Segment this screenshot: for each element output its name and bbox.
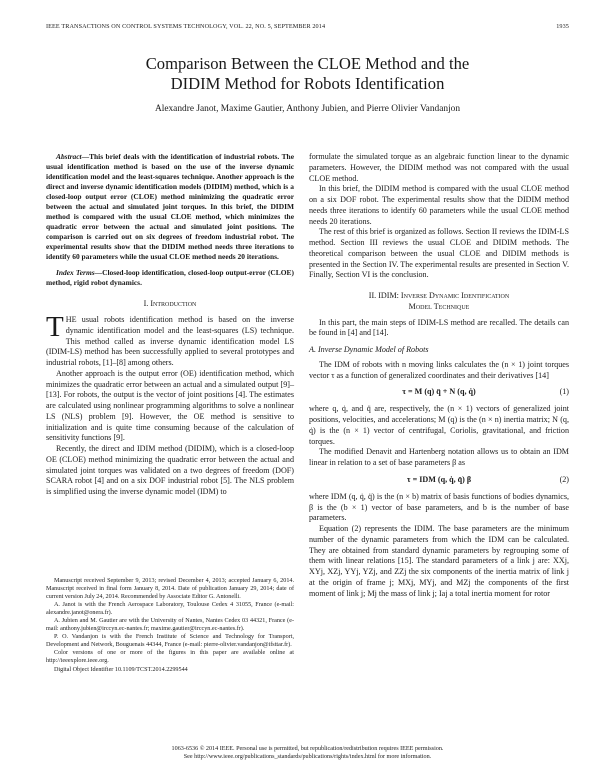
section-heading-idim <box>309 291 569 313</box>
paper-title <box>46 54 569 94</box>
right-paragraph-7: The modified Denavit and Hartenberg notation allows us to obtain an IDM linear in relation to a set of base parameters β as <box>309 447 569 467</box>
index-terms-lead: Index Terms <box>56 268 95 278</box>
section-heading-idim-line-1: II. IDIM: Inverse Dynamic Identification <box>368 291 510 300</box>
title-line-2: DIDIM Method for Robots Identification <box>170 74 445 93</box>
drop-cap: T <box>46 311 64 344</box>
footnote-janot: A. Janot is with the French Aerospace Laboratory, Toulouse Cedex 4 31055, France (e-mail: alexandre.janot@onera.fr). <box>46 602 294 617</box>
section-heading-idim-line-2: Model Technique <box>408 301 470 311</box>
section-heading-introduction: I. Introduction <box>143 299 197 309</box>
page-number: 1935 <box>556 23 569 30</box>
equation-1-body: τ = M (q) q̈ + N (q, q̇) <box>402 387 476 397</box>
footnotes <box>46 577 294 674</box>
right-paragraph-1: formulate the simulated torque as an algebraic function linear to the dynamic parameters. However, the DIDIM method was not compared with the usual CLOE method. <box>309 152 569 183</box>
right-paragraph-8: where IDM (q, q̇, q̈) is the (n × b) matrix of basis functions of bodies dynamics, β is the (b × 1) vector of base parameters, and b is the number of base parameters. <box>309 491 569 523</box>
copyright-line-2: See http://www.ieee.org/publications_standards/publications/rights/index.html for more information. <box>183 754 432 761</box>
equation-2 <box>309 475 569 486</box>
right-paragraph-2: In this brief, the DIDIM method is compared with the usual CLOE method on a six DOF robot. The experimental results show that the DIDIM method needs three iterations to identify 60 parameters while the usual CLOE method needs 20 iterations. <box>309 184 569 226</box>
equation-1-number: (1) <box>559 387 569 397</box>
intro-paragraph-3: Recently, the direct and IDIM method (DIDIM), which is a closed-loop OE (CLOE) method minimizing the quadratic error between the actual and simulated joint torques was validated on a two degrees of freedom (DOF) SCARA robot [4] and on a six DOF industrial robot [5]. The NLS problem is simplified using the inverse dynamic model (IDM) to <box>46 444 294 497</box>
footnote-color-versions: Color versions of one or more of the figures in this paper are available online at http://ieeexplore.ieee.org. <box>46 650 294 665</box>
abstract <box>46 152 294 261</box>
intro-paragraph-1-text: HE usual robots identification method is based on the inverse dynamic identification model and the least-squares (LS) technique. This method called as inverse dynamic identification model LS (IDIM-LS) method has been successfully applied to several prototypes and industrial robots, [1]–[8] among others. <box>46 315 294 368</box>
equation-1 <box>309 387 569 398</box>
copyright-notice <box>46 745 569 762</box>
left-column <box>46 152 294 498</box>
right-paragraph-9: Equation (2) represents the IDIM. The base parameters are the minimum number of the dynamic parameters from which the IDM can be calculated. They are obtained from standard dynamic parameters by regrouping some of them with linear relations [15]. The standard parameters of a link j are: XXj, XYj, XZj, YYj, YZj, and ZZj the six components of the inertia matrix of link j at the origin of frame j; MXj, MYj, and MZj the components of the first moment of link j; Mj the mass of link j; Iaj a total inertia moment for rotor <box>309 524 569 598</box>
right-paragraph-4: In this part, the main steps of IDIM-LS method are recalled. The details can be found in [4] and [14]. <box>309 317 569 338</box>
right-paragraph-3: The rest of this brief is organized as follows. Section II reviews the IDIM-LS method. Section III reviews the usual CLOE and DIDIM methods. The theoretical comparison between the usual CLOE and DIDIM methods is presented in the Section IV. The experimental results are presented in Section V. Finally, Section VI is the conclusion. <box>309 227 569 280</box>
copyright-line-1: 1063-6536 © 2014 IEEE. Personal use is permitted, but republication/redistribution requires IEEE permission. <box>171 746 444 752</box>
abstract-lead: Abstract <box>56 152 82 161</box>
index-terms-text: —Closed-loop identification, closed-loop output-error (CLOE) method, rigid robot dynamics. <box>46 268 294 288</box>
equation-2-number: (2) <box>559 474 569 484</box>
right-paragraph-6: where q, q̇, and q̈ are, respectively, the (n × 1) vectors of generalized joint positions, velocities, and accelerations; M (q) is the (n × n) inertia matrix; N (q, q̇) is the (n × 1) vector of centrifugal, Coriolis, gravitational, and friction torques. <box>309 404 569 446</box>
running-head <box>46 23 569 33</box>
right-paragraph-5: The IDM of robots with n moving links calculates the (n × 1) joint torques vector τ as a function of generalized coordinates and their derivatives [14] <box>309 359 569 380</box>
equation-2-body: τ = IDM (q, q̇, q̈) β <box>406 474 472 484</box>
index-terms <box>46 268 294 288</box>
footnote-vandanjon: P. O. Vandanjon is with the French Institute of Science and Technology for Transport, Development and Network, Bouguenais 44344, France (e-mail: pierre-olivier.vandanjon@ifsttar.fr). <box>46 634 294 649</box>
footnote-doi: Digital Object Identifier 10.1109/TCST.2014.2299544 <box>54 666 188 673</box>
footnote-manuscript: Manuscript received September 9, 2013; revised December 4, 2013; accepted January 6, 2014. Manuscript received in final form January 8, 2014. Date of publication January 29, 2014; date of current version July 24, 2014. Recommended by Associate Editor G. Antonelli. <box>46 578 294 601</box>
title-line-1: Comparison Between the CLOE Method and the <box>145 54 470 73</box>
right-column <box>309 152 569 599</box>
journal-header: IEEE TRANSACTIONS ON CONTROL SYSTEMS TECHNOLOGY, VOL. 22, NO. 5, SEPTEMBER 2014 <box>46 23 326 30</box>
author-list: Alexandre Janot, Maxime Gautier, Anthony Jubien, and Pierre Olivier Vandanjon <box>154 104 461 114</box>
footnote-jubien-gautier: A. Jubien and M. Gautier are with the University of Nantes, Nantes Cedex 03 44321, France (e-mail: anthony.jubien@irccyn.ec-nantes.fr; maxime.gautier@irccyn.ec-nantes.fr). <box>46 618 294 633</box>
abstract-text: —This brief deals with the identification of industrial robots. The usual identification method is based on the use of the inverse dynamic identification model and the least-squares technique. Another approach is the direct and inverse dynamic identification models (DIDIM) method, which is a closed-loop output error (CLOE) method minimizing the quadratic error between the actual and simulated joint torques. In this brief, the DIDIM method is compared with the usual CLOE method, which minimizes the quadratic error between the actual and simulated joint positions. The comparison is carried out on six degrees of freedom industrial robot. The experimental results show that the DIDIM method needs three iterations to identify 60 parameters while the usual CLOE method needs 20 iterations. <box>46 152 294 261</box>
subsection-heading-a: A. Inverse Dynamic Model of Robots <box>309 345 429 354</box>
intro-paragraph-1 <box>46 311 294 369</box>
intro-paragraph-2: Another approach is the output error (OE) identification method, which minimizes the quadratic error between an actual and a simulated output [9]–[13]. For robots, the output is the vector of joint positions [4]. The estimates are calculated using nonlinear programming algorithms to solve a nonlinear LS (NLS) problem [9]. However, the OE method is sensitive to initialization and is quite time consuming because of the calculation of sensitivity functions [9]. <box>46 368 294 443</box>
